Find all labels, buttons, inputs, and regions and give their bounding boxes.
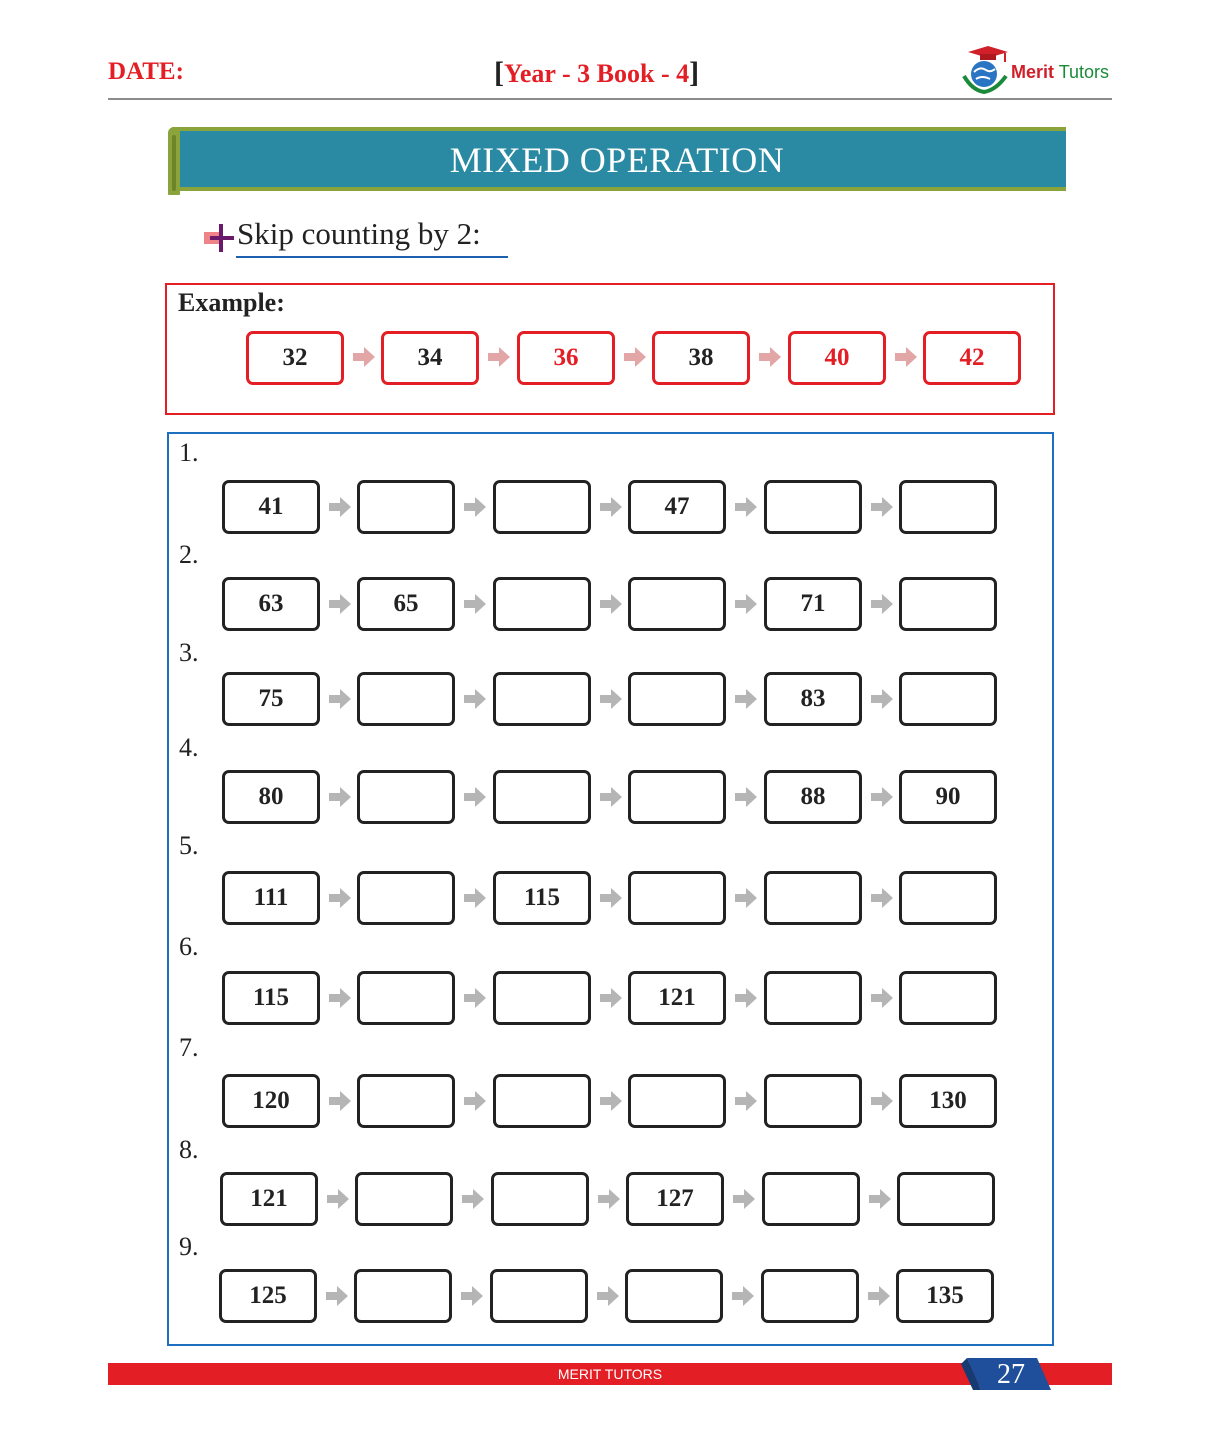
answer-box[interactable] [628, 1074, 726, 1128]
arrow-right-icon [329, 888, 351, 908]
given-number-cell: 63 [222, 577, 320, 631]
arrow-right-icon [600, 1091, 622, 1111]
arrow-right-icon [895, 347, 917, 367]
example-cell: 34 [381, 331, 479, 385]
bracket-close: ] [689, 56, 700, 89]
given-number-cell: 120 [222, 1074, 320, 1128]
arrow-right-icon [735, 988, 757, 1008]
answer-box[interactable] [764, 871, 862, 925]
answer-box[interactable] [761, 1269, 859, 1323]
footer-text: MERIT TUTORS [557, 1366, 663, 1382]
example-cell: 32 [246, 331, 344, 385]
arrow-right-icon [600, 888, 622, 908]
arrow-right-icon [464, 787, 486, 807]
given-number-cell: 115 [222, 971, 320, 1025]
given-number-cell: 71 [764, 577, 862, 631]
answer-box[interactable] [357, 672, 455, 726]
answer-box[interactable] [899, 577, 997, 631]
answer-box[interactable] [764, 971, 862, 1025]
given-number-cell: 130 [899, 1074, 997, 1128]
arrow-right-icon [871, 594, 893, 614]
given-number-cell: 41 [222, 480, 320, 534]
arrow-right-icon [329, 689, 351, 709]
arrow-right-icon [871, 1091, 893, 1111]
book-title [494, 56, 699, 90]
given-number-cell: 47 [628, 480, 726, 534]
answer-box[interactable] [493, 577, 591, 631]
answer-box[interactable] [493, 480, 591, 534]
arrow-right-icon [327, 1189, 349, 1209]
arrow-right-icon [869, 1189, 891, 1209]
answer-box[interactable] [625, 1269, 723, 1323]
arrow-right-icon [735, 1091, 757, 1111]
arrow-right-icon [329, 988, 351, 1008]
answer-box[interactable] [493, 770, 591, 824]
arrow-right-icon [759, 347, 781, 367]
arrow-right-icon [600, 594, 622, 614]
arrow-right-icon [733, 1189, 755, 1209]
example-cell: 38 [652, 331, 750, 385]
arrow-right-icon [464, 1091, 486, 1111]
answer-box[interactable] [493, 971, 591, 1025]
arrow-right-icon [464, 988, 486, 1008]
arrow-right-icon [597, 1286, 619, 1306]
answer-box[interactable] [357, 770, 455, 824]
arrow-right-icon [871, 888, 893, 908]
given-number-cell: 90 [899, 770, 997, 824]
given-number-cell: 125 [219, 1269, 317, 1323]
answer-box[interactable] [357, 971, 455, 1025]
arrow-right-icon [464, 497, 486, 517]
exercise-number: 6. [179, 932, 199, 961]
answer-box[interactable] [897, 1172, 995, 1226]
given-number-cell: 127 [626, 1172, 724, 1226]
exercise-number: 2. [179, 540, 199, 569]
answer-box[interactable] [628, 770, 726, 824]
arrow-right-icon [735, 689, 757, 709]
answer-box[interactable] [628, 871, 726, 925]
given-number-cell: 88 [764, 770, 862, 824]
arrow-right-icon [464, 888, 486, 908]
answer-box[interactable] [899, 871, 997, 925]
globe-graduation-cap-icon [958, 42, 1014, 98]
given-number-cell: 75 [222, 672, 320, 726]
arrow-right-icon [329, 1091, 351, 1111]
exercise-number: 3. [179, 638, 199, 667]
answer-box[interactable] [493, 1074, 591, 1128]
given-number-cell: 115 [493, 871, 591, 925]
answer-box[interactable] [354, 1269, 452, 1323]
exercise-number: 8. [179, 1135, 199, 1164]
arrow-right-icon [735, 787, 757, 807]
date-label: DATE: [108, 58, 184, 85]
given-number-cell: 121 [628, 971, 726, 1025]
given-number-cell: 83 [764, 672, 862, 726]
example-cell: 40 [788, 331, 886, 385]
bullet-cross-icon [202, 220, 238, 256]
book-title-text: Year - 3 Book - 4 [504, 59, 690, 88]
section-heading-underline [236, 256, 508, 258]
answer-box[interactable] [628, 672, 726, 726]
logo-text: Merit Tutors [1011, 62, 1110, 82]
arrow-right-icon [329, 497, 351, 517]
answer-box[interactable] [764, 480, 862, 534]
answer-box[interactable] [357, 871, 455, 925]
arrow-right-icon [600, 787, 622, 807]
exercise-number: 4. [179, 733, 199, 762]
arrow-right-icon [462, 1189, 484, 1209]
arrow-right-icon [464, 689, 486, 709]
example-cell: 42 [923, 331, 1021, 385]
arrow-right-icon [735, 497, 757, 517]
answer-box[interactable] [628, 577, 726, 631]
banner-title: MIXED OPERATION [449, 140, 785, 180]
arrow-right-icon [600, 497, 622, 517]
answer-box[interactable] [899, 480, 997, 534]
arrow-right-icon [353, 347, 375, 367]
answer-box[interactable] [493, 672, 591, 726]
arrow-right-icon [461, 1286, 483, 1306]
answer-box[interactable] [491, 1172, 589, 1226]
arrow-right-icon [329, 594, 351, 614]
example-label: Example: [178, 288, 285, 317]
arrow-right-icon [735, 888, 757, 908]
given-number-cell: 121 [220, 1172, 318, 1226]
given-number-cell: 80 [222, 770, 320, 824]
answer-box[interactable] [764, 1074, 862, 1128]
given-number-cell: 65 [357, 577, 455, 631]
bracket-open: [ [494, 56, 504, 89]
answer-box[interactable] [357, 1074, 455, 1128]
exercise-number: 5. [179, 831, 199, 860]
arrow-right-icon [871, 497, 893, 517]
arrow-right-icon [871, 988, 893, 1008]
exercise-number: 9. [179, 1232, 199, 1261]
arrow-right-icon [871, 787, 893, 807]
arrow-right-icon [600, 988, 622, 1008]
arrow-right-icon [488, 347, 510, 367]
answer-box[interactable] [899, 971, 997, 1025]
arrow-right-icon [871, 689, 893, 709]
exercise-number: 7. [179, 1033, 199, 1062]
arrow-right-icon [326, 1286, 348, 1306]
arrow-right-icon [600, 689, 622, 709]
arrow-right-icon [624, 347, 646, 367]
answer-box[interactable] [762, 1172, 860, 1226]
answer-box[interactable] [490, 1269, 588, 1323]
given-number-cell: 111 [222, 871, 320, 925]
example-cell: 36 [517, 331, 615, 385]
arrow-right-icon [464, 594, 486, 614]
header-divider [108, 98, 1112, 100]
title-banner [168, 127, 1066, 195]
arrow-right-icon [598, 1189, 620, 1209]
answer-box[interactable] [899, 672, 997, 726]
given-number-cell: 135 [896, 1269, 994, 1323]
arrow-right-icon [732, 1286, 754, 1306]
exercise-number: 1. [179, 438, 199, 467]
arrow-right-icon [735, 594, 757, 614]
arrow-right-icon [868, 1286, 890, 1306]
answer-box[interactable] [355, 1172, 453, 1226]
merit-tutors-logo [958, 42, 1118, 98]
answer-box[interactable] [357, 480, 455, 534]
section-heading-text: Skip counting by 2: [237, 216, 481, 251]
page-number: 27 [997, 1359, 1025, 1390]
arrow-right-icon [329, 787, 351, 807]
